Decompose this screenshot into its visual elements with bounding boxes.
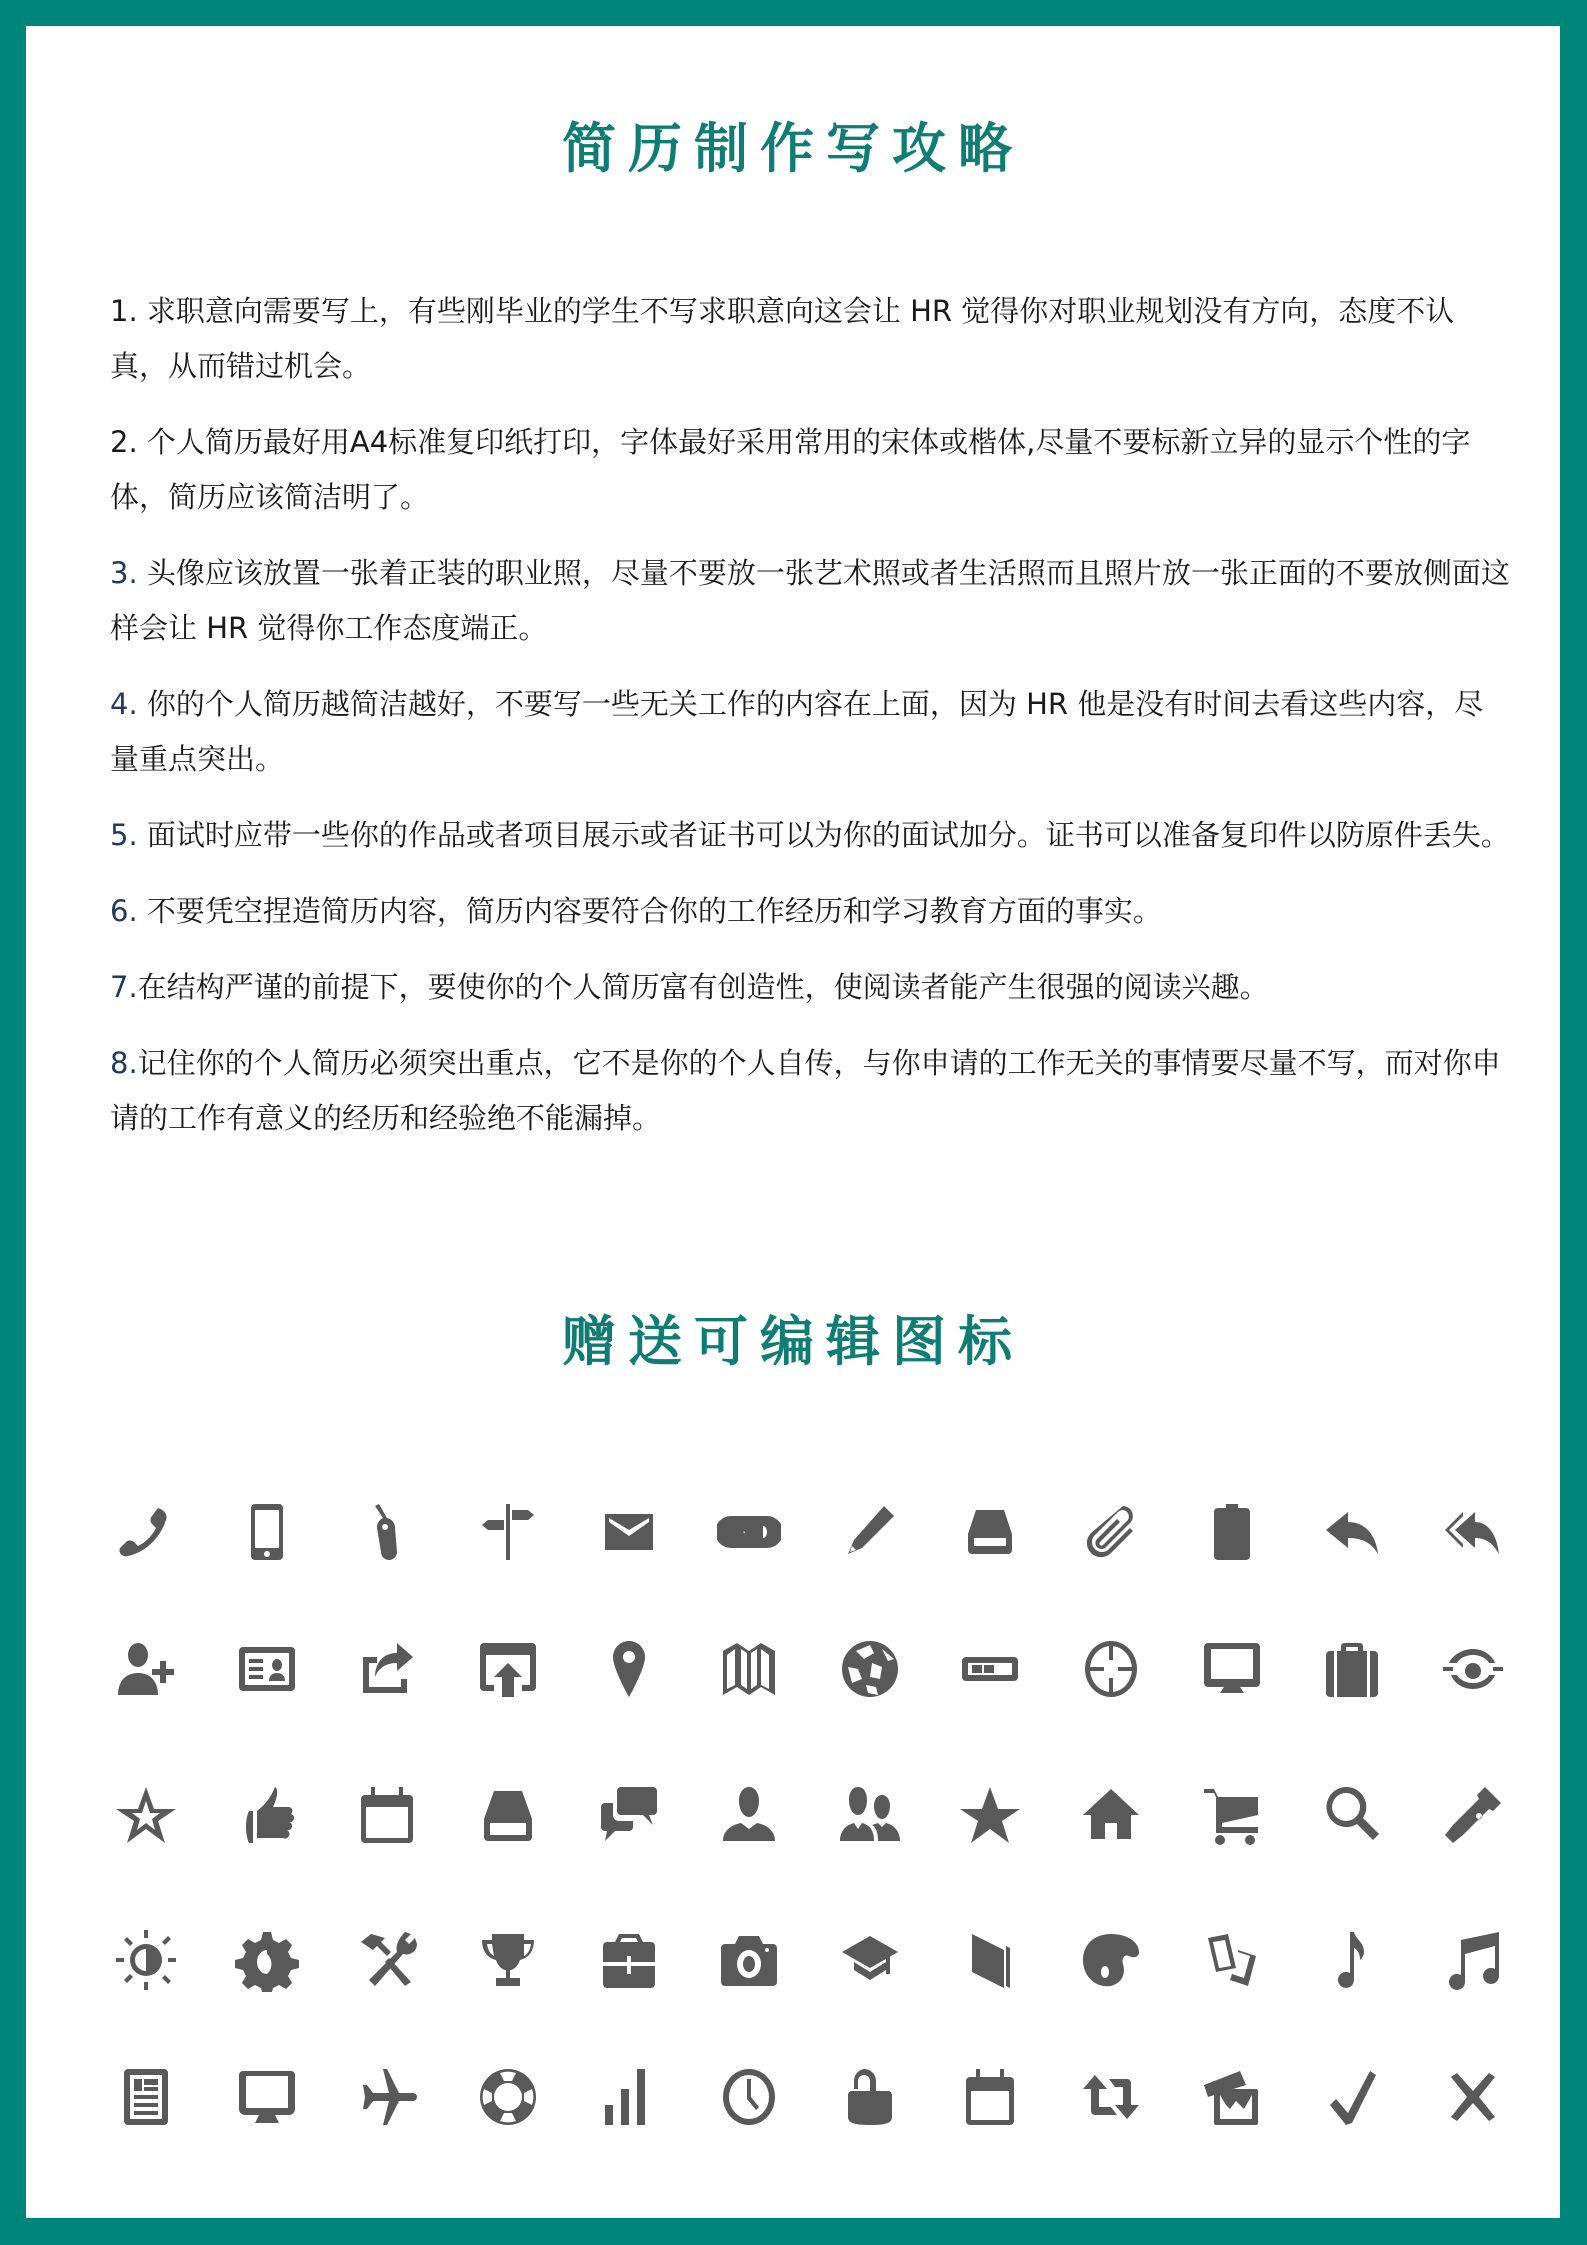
music-notes-icon[interactable]: [1413, 1886, 1534, 2034]
tip-item: [110, 415, 1510, 525]
reply-all-icon[interactable]: [1413, 1469, 1534, 1595]
tools-icon[interactable]: [327, 1886, 448, 2034]
tip-text: 你的个人简历越简洁越好，不要写一些无关工作的内容在上面，因为 HR 他是没有时间去看这些内容，尽量重点突出。: [110, 687, 1484, 776]
drive-icon[interactable]: [930, 1469, 1051, 1595]
photos-icon[interactable]: [1171, 2034, 1292, 2160]
signpost-icon[interactable]: [448, 1469, 569, 1595]
thumbs-up-icon[interactable]: [207, 1743, 328, 1886]
tip-text: 不要凭空捏造简历内容，简历内容要符合你的工作经历和学习教育方面的事实。: [137, 894, 1162, 928]
airplane-icon[interactable]: [327, 2034, 448, 2160]
camera-icon[interactable]: [689, 1886, 810, 2034]
star-icon[interactable]: [930, 1743, 1051, 1886]
user-icon[interactable]: [689, 1743, 810, 1886]
display-icon[interactable]: [207, 2034, 328, 2160]
checkmark-icon[interactable]: [1292, 2034, 1413, 2160]
tip-text: 求职意向需要写上，有些刚毕业的学生不写求职意向这会让 HR 觉得你对职业规划没有方向，态度不认真，从而错过机会。: [110, 294, 1455, 383]
flashlight-icon[interactable]: [1413, 1743, 1534, 1886]
calendar-icon[interactable]: [327, 1743, 448, 1886]
search-icon[interactable]: [1292, 1743, 1413, 1886]
book-icon[interactable]: [930, 1886, 1051, 2034]
tip-text: 个人简历最好用A4标准复印纸打印，字体最好采用常用的宋体或楷体,尽量不要标新立异的显示个性的字体，简历应该简洁明了。: [110, 425, 1471, 514]
suitcase-icon[interactable]: [1292, 1595, 1413, 1743]
paperclip-icon[interactable]: [1051, 1469, 1172, 1595]
tip-item: [110, 960, 1510, 1015]
tip-item: [110, 884, 1510, 939]
reply-icon[interactable]: [1292, 1469, 1413, 1595]
clock-icon[interactable]: [689, 2034, 810, 2160]
retweet-icon[interactable]: [1051, 2034, 1172, 2160]
add-user-icon[interactable]: [86, 1595, 207, 1743]
tip-item: [110, 808, 1510, 863]
tip-item: [110, 546, 1510, 656]
tip-number: 1.: [110, 294, 138, 328]
map-icon[interactable]: [689, 1595, 810, 1743]
signal-bars-icon[interactable]: [568, 2034, 689, 2160]
crosshair-icon[interactable]: [1051, 1595, 1172, 1743]
share-icon[interactable]: [327, 1595, 448, 1743]
page: [26, 26, 1560, 2218]
clipboard-icon[interactable]: [1171, 1469, 1292, 1595]
graduation-cap-icon[interactable]: [810, 1886, 931, 2034]
phone-icon[interactable]: [86, 1469, 207, 1595]
gear-icon[interactable]: [207, 1886, 328, 2034]
star-outline-icon[interactable]: [86, 1743, 207, 1886]
tip-number: 4.: [110, 687, 138, 721]
eye-hidden-icon[interactable]: [1413, 1595, 1534, 1743]
tip-text: 记住你的个人简历必须突出重点，它不是你的个人自传，与你申请的工作无关的事情要尽量不写，而对你申请的工作有意义的经历和经验绝不能漏掉。: [110, 1046, 1501, 1135]
cards-icon[interactable]: [1171, 1886, 1292, 2034]
tip-number: 7.: [110, 970, 138, 1004]
tip-item: [110, 1036, 1510, 1146]
tip-number: 2.: [110, 425, 138, 459]
pencil-icon[interactable]: [810, 1469, 931, 1595]
tips-list: [110, 284, 1510, 1167]
envelope-icon[interactable]: [568, 1469, 689, 1595]
chat-bubbles-icon[interactable]: [568, 1743, 689, 1886]
toggle-icon[interactable]: [930, 1595, 1051, 1743]
tip-number: 6.: [110, 894, 138, 928]
icon-grid: [86, 1469, 1536, 2160]
map-pin-icon[interactable]: [568, 1595, 689, 1743]
tip-text: 面试时应带一些你的作品或者项目展示或者证书可以为你的面试加分。证书可以准备复印件以防原件丢失。: [137, 818, 1510, 852]
tip-number: 5.: [110, 818, 138, 852]
cordless-phone-icon[interactable]: [327, 1469, 448, 1595]
inbox-drive-icon[interactable]: [448, 1743, 569, 1886]
newspaper-tablet-icon[interactable]: [86, 2034, 207, 2160]
unlock-icon[interactable]: [810, 2034, 931, 2160]
trophy-icon[interactable]: [448, 1886, 569, 2034]
brightness-icon[interactable]: [86, 1886, 207, 2034]
medical-kit-icon[interactable]: [568, 1886, 689, 2034]
tip-text: 在结构严谨的前提下，要使你的个人简历富有创造性，使阅读者能产生很强的阅读兴趣。: [137, 970, 1269, 1004]
tip-text: 头像应该放置一张着正装的职业照，尽量不要放一张艺术照或者生活照而且照片放一张正面的不要放侧面这样会让 HR 觉得你工作态度端正。: [110, 556, 1510, 645]
home-icon[interactable]: [1051, 1743, 1172, 1886]
id-card-icon[interactable]: [207, 1595, 328, 1743]
music-note-icon[interactable]: [1292, 1886, 1413, 2034]
cart-icon[interactable]: [1171, 1743, 1292, 1886]
users-icon[interactable]: [810, 1743, 931, 1886]
calendar-alt-icon[interactable]: [930, 2034, 1051, 2160]
lifebuoy-icon[interactable]: [448, 2034, 569, 2160]
icons-section-title: 赠送可编辑图标: [562, 1310, 1024, 1373]
page-title: 简历制作写攻略: [562, 117, 1024, 180]
tip-number: 8.: [110, 1046, 138, 1080]
close-icon[interactable]: [1413, 2034, 1534, 2160]
tip-number: 3.: [110, 556, 138, 590]
battery-charging-icon[interactable]: [689, 1469, 810, 1595]
tip-item: [110, 284, 1510, 394]
tip-item: [110, 677, 1510, 787]
monitor-icon[interactable]: [1171, 1595, 1292, 1743]
browser-upload-icon[interactable]: [448, 1595, 569, 1743]
smartphone-icon[interactable]: [207, 1469, 328, 1595]
palette-icon[interactable]: [1051, 1886, 1172, 2034]
globe-icon[interactable]: [810, 1595, 931, 1743]
